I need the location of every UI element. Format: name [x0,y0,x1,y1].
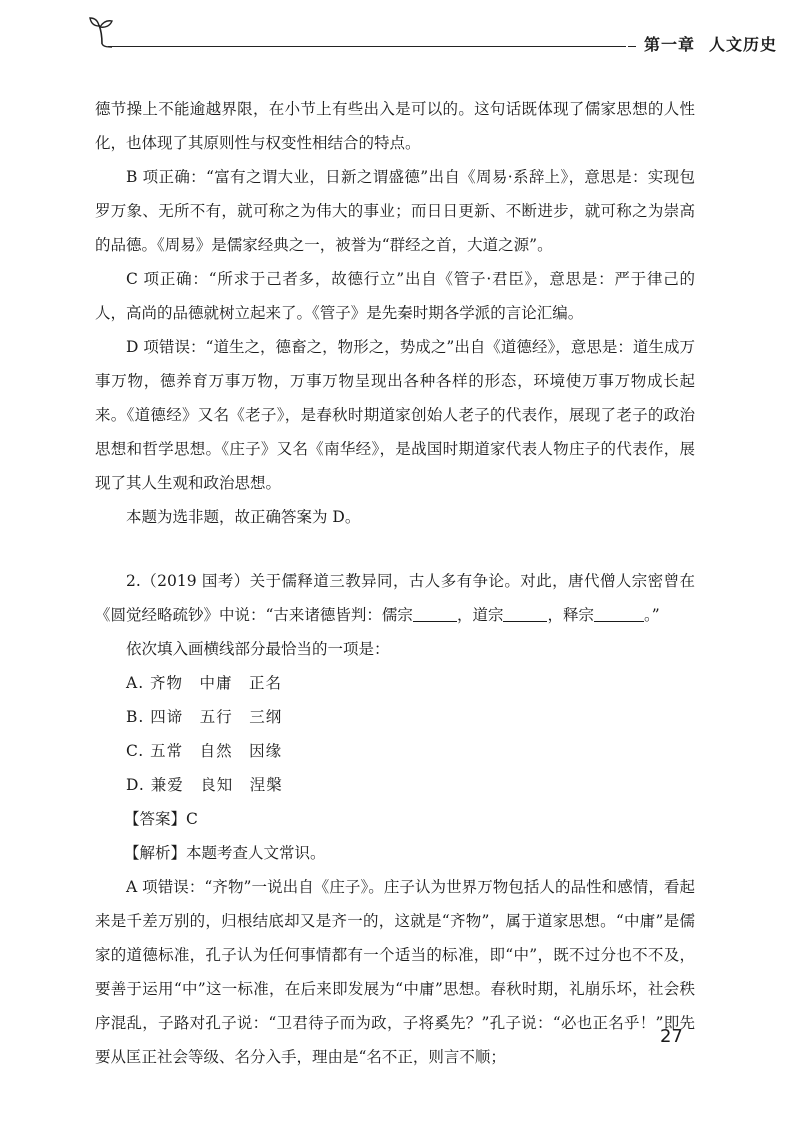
paragraph-option-b: B 项正确：“富有之谓大业，日新之谓盛德”出自《周易·系辞上》，意思是：实现包罗万象、无所不有，就可称之为伟大的事业；而日日更新、不断进步，就可称之为崇高的品德。《周易》是儒家经典之一，被誉为“群经之首，大道之源”。 [95,168,695,254]
fill-blank-2 [503,620,547,622]
choice-d: D. 兼爱 良知 涅槃 [126,776,283,794]
answer-label: 【答案】C [124,810,198,828]
page-header [88,14,778,54]
fill-blank-1 [413,620,457,622]
page-number: 27 [660,1026,683,1047]
analysis-label: 【解析】本题考查人文常识。 [124,844,326,862]
choice-b: B. 四谛 五行 三纲 [126,708,283,726]
header-rule [108,46,626,47]
question-stem: 2.（2019 国考）关于儒释道三教异同，古人多有争论。对此，唐代僧人宗密曾在《圆觉经略疏钞》中说：“古来诸德皆判：儒宗 ，道宗 ，释宗 。” [95,572,695,624]
chapter-heading [644,32,777,55]
sprout-icon [88,14,122,48]
paragraph-conclusion: 本题为选非题，故正确答案为 D。 [126,508,361,526]
choice-c: C. 五常 自然 因缘 [126,742,283,760]
paragraph-option-c: C 项正确：“所求于己者多，故德行立”出自《管子·君臣》，意思是：严于律己的人，高尚的品德就树立起来了。《管子》是先秦时期各学派的言论汇编。 [95,270,695,322]
choice-a: A. 齐物 中庸 正名 [126,674,283,692]
paragraph-option-d: D 项错误：“道生之，德畜之，物形之，势成之”出自《道德经》，意思是：道生成万事万物，德养育万事万物，万事万物呈现出各种各样的形态，环境使万事万物成长起来。《道德经》又名《老子》，是春秋时期道家创始人老子的代表作，展现了老子的政治思想和哲学思想。《庄子》又名《南华经》，是战国时期道家代表人物庄子的代表作，展现了其人生观和政治思想。 [95,338,695,492]
page-body [95,92,695,1074]
chapter-title: 人文历史 [709,35,778,54]
question-prompt: 依次填入画横线部分最恰当的一项是： [126,640,390,658]
chapter-number: 第一章 [644,35,696,54]
analysis-option-a: A 项错误：“齐物”一说出自《庄子》。庄子认为世界万物包括人的品性和感情，看起来是千差万别的，归根结底却又是齐一的，这就是“齐物”，属于道家思想。“中庸”是儒家的道德标准，孔子认为任何事情都有一个适当的标准，即“中”，既不过分也不不及，要善于运用“中”这一标准，在后来即发展为“中庸”思想。春秋时期，礼崩乐坏，社会秩序混乱，子路对孔子说：“卫君待子而为政，子将奚先？”孔子说：“必也正名乎！”即先要从匡正社会等级、名分入手，理由是“名不正，则言不顺； [95,878,695,1066]
header-rule-tail [628,46,636,47]
fill-blank-3 [594,620,644,622]
paragraph-continued: 德节操上不能逾越界限，在小节上有些出入是可以的。这句话既体现了儒家思想的人性化，也体现了其原则性与权变性相结合的特点。 [95,100,695,152]
